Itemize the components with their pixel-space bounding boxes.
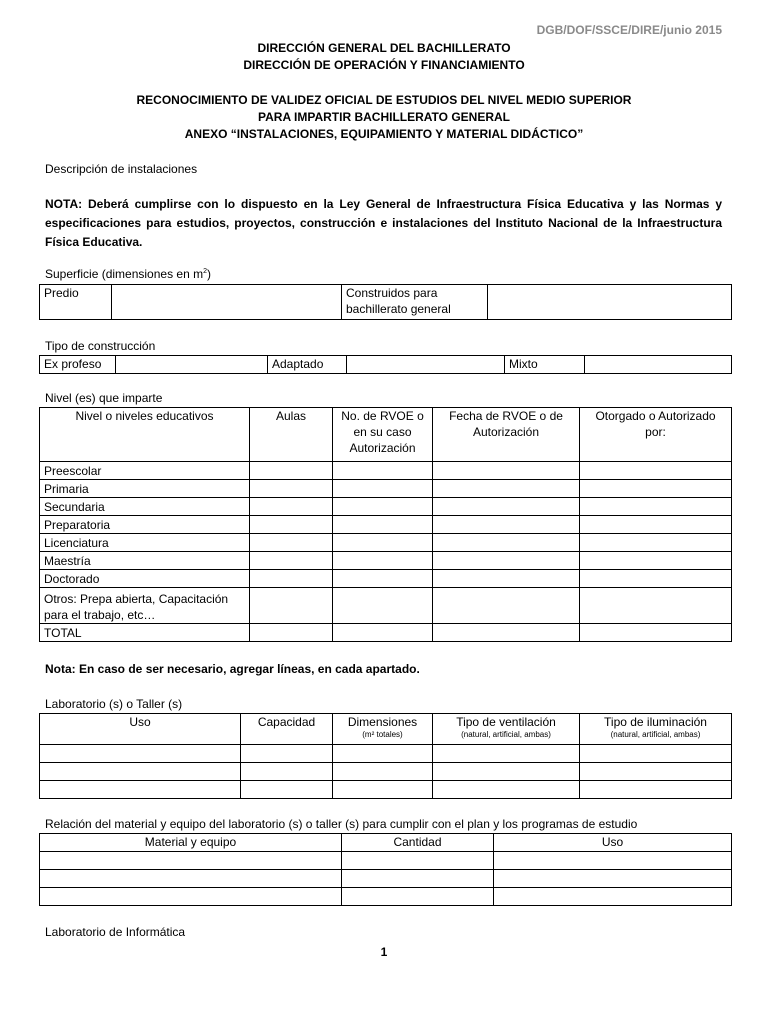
nivel-cell[interactable] <box>433 588 580 624</box>
nivel-cell[interactable] <box>333 534 433 552</box>
nivel-cell[interactable] <box>333 552 433 570</box>
relacion-header-uso: Uso <box>494 834 732 852</box>
tipo-construccion-table <box>39 355 732 374</box>
nivel-row-label: Preescolar <box>40 462 250 480</box>
relacion-cell[interactable] <box>40 888 342 906</box>
lab-cell[interactable] <box>433 763 580 781</box>
nivel-header-aulas: Aulas <box>250 408 333 462</box>
nivel-cell[interactable] <box>333 624 433 642</box>
nivel-cell[interactable] <box>333 588 433 624</box>
nivel-cell[interactable] <box>250 534 333 552</box>
relacion-cell[interactable] <box>494 888 732 906</box>
nivel-header-nivel: Nivel o niveles educativos <box>40 408 250 462</box>
header-line-1: DIRECCIÓN GENERAL DEL BACHILLERATO <box>257 41 511 55</box>
lab-ventilacion-sub: (natural, artificial, ambas) <box>461 730 551 739</box>
lab-cell[interactable] <box>433 745 580 763</box>
lab-cell[interactable] <box>433 781 580 799</box>
nivel-cell[interactable] <box>333 498 433 516</box>
header-line-2: DIRECCIÓN DE OPERACIÓN Y FINANCIAMIENTO <box>243 58 525 72</box>
nivel-cell[interactable] <box>250 462 333 480</box>
nivel-cell[interactable] <box>250 552 333 570</box>
lab-header-capacidad: Capacidad <box>241 714 333 745</box>
table-row <box>40 763 732 781</box>
nivel-cell[interactable] <box>433 462 580 480</box>
table-row <box>40 588 732 624</box>
lab-cell[interactable] <box>580 745 732 763</box>
nivel-cell[interactable] <box>580 534 732 552</box>
table-row <box>40 534 732 552</box>
predio-input[interactable] <box>112 285 342 320</box>
lab-cell[interactable] <box>333 781 433 799</box>
mixto-input[interactable] <box>585 356 732 374</box>
lab-cell[interactable] <box>40 781 241 799</box>
adaptado-label: Adaptado <box>268 356 347 374</box>
lab-cell[interactable] <box>40 763 241 781</box>
table-row <box>40 480 732 498</box>
nivel-cell[interactable] <box>433 534 580 552</box>
lab-cell[interactable] <box>241 763 333 781</box>
relacion-cell[interactable] <box>40 852 342 870</box>
lab-cell[interactable] <box>241 745 333 763</box>
lab-iluminacion-text: Tipo de iluminación <box>604 715 707 729</box>
lab-cell[interactable] <box>580 781 732 799</box>
nivel-row-label: Doctorado <box>40 570 250 588</box>
relacion-header-material: Material y equipo <box>40 834 342 852</box>
nivel-cell[interactable] <box>580 462 732 480</box>
nivel-cell[interactable] <box>250 498 333 516</box>
relacion-header-cantidad: Cantidad <box>342 834 494 852</box>
relacion-label: Relación del material y equipo del laboratorio (s) o taller (s) para cumplir con el plan y los programas de estudio <box>45 817 638 831</box>
nivel-header-fecha: Fecha de RVOE o de Autorización <box>433 408 580 462</box>
nivel-cell[interactable] <box>333 480 433 498</box>
nivel-cell[interactable] <box>433 516 580 534</box>
header-institution <box>0 40 768 74</box>
table-row <box>40 462 732 480</box>
lab-cell[interactable] <box>241 781 333 799</box>
lab-dimensiones-text: Dimensiones <box>347 715 418 729</box>
table-row <box>40 624 732 642</box>
nivel-table <box>39 407 732 642</box>
table-row <box>40 516 732 534</box>
laboratorio-table <box>39 713 732 799</box>
lab-header-dimensiones <box>333 714 433 745</box>
lab-cell[interactable] <box>580 763 732 781</box>
lab-header-iluminacion <box>580 714 732 745</box>
superficie-label-text: Superficie (dimensiones en m <box>45 267 204 281</box>
predio-label: Predio <box>40 285 112 320</box>
nivel-header-otorgado: Otorgado o Autorizado por: <box>580 408 732 462</box>
superficie-label <box>45 267 211 281</box>
lab-iluminacion-sub: (natural, artificial, ambas) <box>610 730 701 739</box>
construidos-label: Construidos para bachillerato general <box>342 285 488 320</box>
mixto-label: Mixto <box>505 356 585 374</box>
descripcion-label: Descripción de instalaciones <box>45 162 198 176</box>
relacion-cell[interactable] <box>342 852 494 870</box>
superficie-close: ) <box>206 267 211 281</box>
table-row <box>40 870 732 888</box>
lab-dimensiones-sub: (m² totales) <box>362 730 403 739</box>
lab-header-ventilacion <box>433 714 580 745</box>
nivel-cell[interactable] <box>580 570 732 588</box>
relacion-cell[interactable] <box>342 870 494 888</box>
construidos-input[interactable] <box>488 285 732 320</box>
nivel-label: Nivel (es) que imparte <box>45 391 163 405</box>
nivel-cell[interactable] <box>250 588 333 624</box>
superficie-table <box>39 284 732 320</box>
nivel-row-label: Preparatoria <box>40 516 250 534</box>
nivel-cell[interactable] <box>433 570 580 588</box>
nivel-cell[interactable] <box>433 480 580 498</box>
lab-header-uso: Uso <box>40 714 241 745</box>
nivel-cell[interactable] <box>433 552 580 570</box>
nivel-cell[interactable] <box>580 516 732 534</box>
nota-agregar-lineas: Nota: En caso de ser necesario, agregar líneas, en cada apartado. <box>45 662 420 676</box>
relacion-cell[interactable] <box>494 870 732 888</box>
page-number: 1 <box>380 945 388 959</box>
header-line-3: RECONOCIMIENTO DE VALIDEZ OFICIAL DE ESTUDIOS DEL NIVEL MEDIO SUPERIOR <box>136 93 632 107</box>
relacion-cell[interactable] <box>342 888 494 906</box>
tipo-construccion-label: Tipo de construcción <box>45 339 156 353</box>
header-line-5: ANEXO “INSTALACIONES, EQUIPAMIENTO Y MATERIAL DIDÁCTICO” <box>184 127 584 141</box>
nivel-cell[interactable] <box>250 480 333 498</box>
superficie-sup: 2 <box>203 268 207 275</box>
table-row <box>40 852 732 870</box>
nivel-cell[interactable] <box>580 624 732 642</box>
nivel-cell[interactable] <box>433 498 580 516</box>
header-title <box>0 92 768 143</box>
nota-paragraph: NOTA: Deberá cumplirse con lo dispuesto en la Ley General de Infraestructura Física Educativa y las Normas y especificaciones para estudios, proyectos, construcción e instalaciones del Instituto Nacional de la Infraestructura Física Educativa. <box>45 197 722 249</box>
nivel-cell[interactable] <box>333 570 433 588</box>
table-row <box>40 552 732 570</box>
lab-cell[interactable] <box>333 745 433 763</box>
nivel-cell[interactable] <box>250 570 333 588</box>
table-row <box>40 498 732 516</box>
nivel-row-label: Licenciatura <box>40 534 250 552</box>
lab-cell[interactable] <box>333 763 433 781</box>
lab-informatica-label: Laboratorio de Informática <box>45 925 186 939</box>
table-row <box>40 745 732 763</box>
nivel-cell[interactable] <box>580 480 732 498</box>
nivel-cell[interactable] <box>333 516 433 534</box>
table-row <box>40 781 732 799</box>
relacion-cell[interactable] <box>40 870 342 888</box>
nivel-cell[interactable] <box>580 552 732 570</box>
laboratorio-label: Laboratorio (s) o Taller (s) <box>45 697 183 711</box>
table-row <box>40 570 732 588</box>
nivel-row-label: TOTAL <box>40 624 250 642</box>
adaptado-input[interactable] <box>347 356 505 374</box>
lab-cell[interactable] <box>40 745 241 763</box>
nivel-row-label: Maestría <box>40 552 250 570</box>
nivel-cell[interactable] <box>580 588 732 624</box>
nivel-cell[interactable] <box>250 624 333 642</box>
ex-profeso-label: Ex profeso <box>40 356 116 374</box>
nivel-row-label: Secundaria <box>40 498 250 516</box>
nivel-cell[interactable] <box>250 516 333 534</box>
nivel-cell[interactable] <box>433 624 580 642</box>
nivel-row-label: Primaria <box>40 480 250 498</box>
ex-profeso-input[interactable] <box>116 356 268 374</box>
relacion-cell[interactable] <box>494 852 732 870</box>
nivel-cell[interactable] <box>333 462 433 480</box>
lab-ventilacion-text: Tipo de ventilación <box>456 715 556 729</box>
header-line-4: PARA IMPARTIR BACHILLERATO GENERAL <box>258 110 510 124</box>
nivel-cell[interactable] <box>580 498 732 516</box>
relacion-table <box>39 833 732 906</box>
reference-code: DGB/DOF/SSCE/DIRE/junio 2015 <box>536 23 722 37</box>
table-row <box>40 888 732 906</box>
nivel-row-label: Otros: Prepa abierta, Capacitación para el trabajo, etc… <box>40 588 250 624</box>
nivel-header-rvoe: No. de RVOE o en su caso Autorización <box>333 408 433 462</box>
